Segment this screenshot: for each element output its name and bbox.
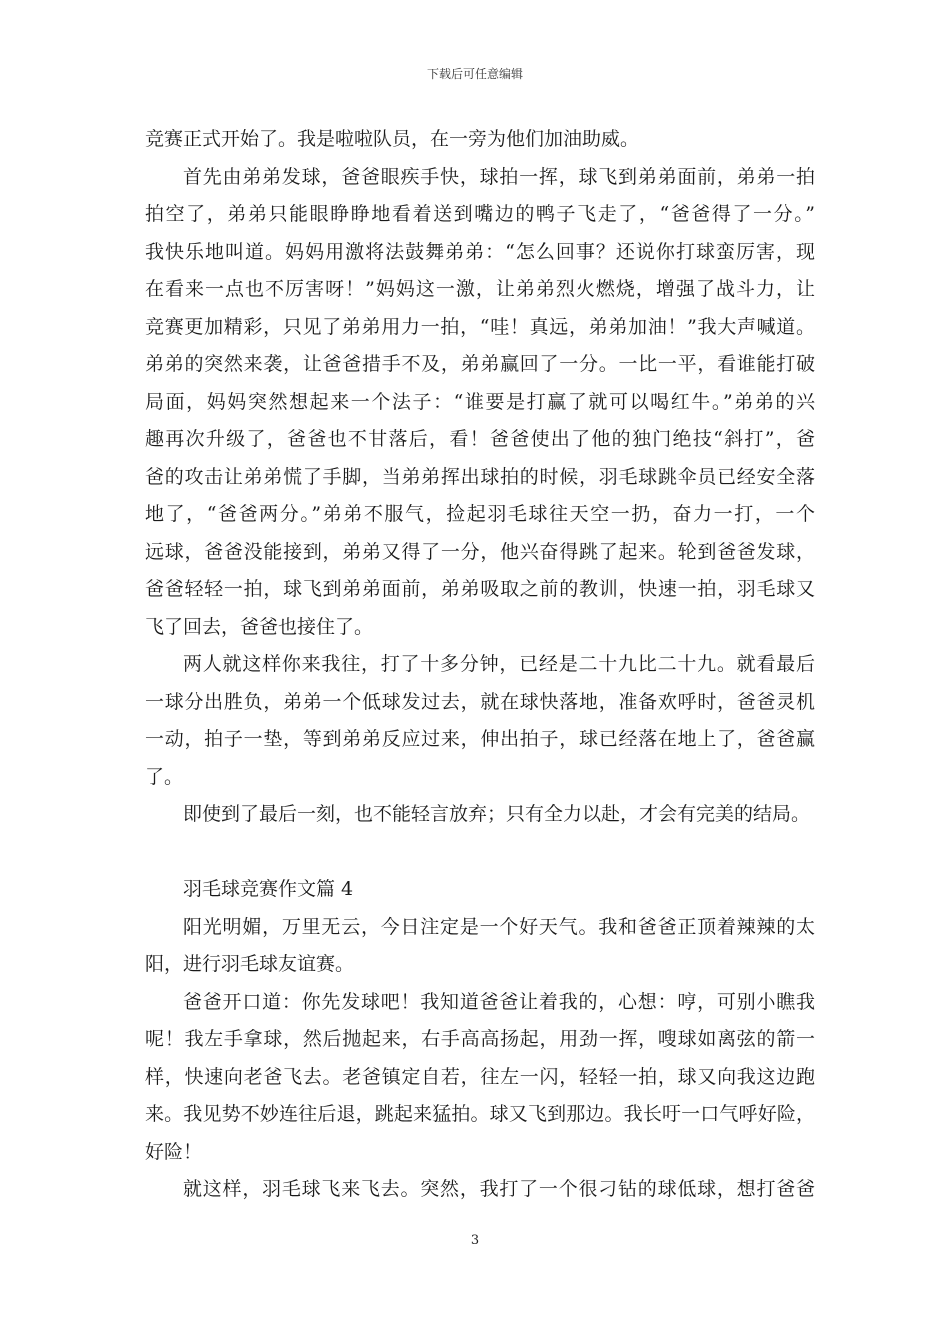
text-line: 了。 xyxy=(145,765,184,788)
text-line: 爸爸轻轻一拍，球飞到弟弟面前，弟弟吸取之前的教训，快速一拍，羽毛球又 xyxy=(145,578,815,600)
text-line: 来。我见势不妙连往后退，跳起来猛拍。球又飞到那边。我长吁一口气呼好险， xyxy=(145,1103,815,1125)
text-line: 好险！ xyxy=(145,1140,203,1163)
text-line: 局面，妈妈突然想起来一个法子：“谁要是打赢了就可以喝红牛。”弟弟的兴 xyxy=(145,390,815,413)
text-line: 远球，爸爸没能接到，弟弟又得了一分，他兴奋得跳了起来。轮到爸爸发球， xyxy=(145,540,815,563)
page-number: 3 xyxy=(470,1233,480,1248)
text-line: 样，快速向老爸飞去。老爸镇定自若，往左一闪，轻轻一拍，球又向我这边跑 xyxy=(145,1065,815,1088)
text-line: 阳，进行羽毛球友谊赛。 xyxy=(145,953,355,975)
text-line: 飞了回去，爸爸也接住了。 xyxy=(145,615,374,638)
text-line: 地了，“爸爸两分。”弟弟不服气，捡起羽毛球往天空一扔，奋力一打，一个 xyxy=(145,503,815,525)
blank-line xyxy=(145,834,815,872)
text-line: 拍空了，弟弟只能眼睁睁地看着送到嘴边的鸭子飞走了，“爸爸得了一分。” xyxy=(145,203,815,225)
text-line: 就这样，羽毛球飞来飞去。突然，我打了一个很刁钻的球低球，想打爸爸 xyxy=(183,1178,815,1200)
text-line: 在看来一点也不厉害呀！”妈妈这一激，让弟弟烈火燃烧，增强了战斗力，让 xyxy=(145,278,815,300)
text-line: 两人就这样你来我往，打了十多分钟，已经是二十九比二十九。就看最后 xyxy=(183,653,815,675)
text-line: 竞赛更加精彩，只见了弟弟用力一拍，“哇！真远，弟弟加油！”我大声喊道。 xyxy=(145,315,815,338)
text-line: 我快乐地叫道。妈妈用激将法鼓舞弟弟：“怎么回事？还说你打球蛮厉害，现 xyxy=(145,240,815,263)
text-line: 阳光明媚，万里无云，今日注定是一个好天气。我和爸爸正顶着辣辣的太 xyxy=(183,915,815,938)
text-line: 弟弟的突然来袭，让爸爸措手不及，弟弟赢回了一分。一比一平，看谁能打破 xyxy=(145,353,815,375)
text-line: 即使到了最后一刻，也不能轻言放弃；只有全力以赴，才会有完美的结局。 xyxy=(183,803,811,825)
text-line: 一动，拍子一垫，等到弟弟反应过来，伸出拍子，球已经落在地上了，爸爸赢 xyxy=(145,728,815,750)
text-line: 呢！我左手拿球，然后抛起来，右手高高扬起，用劲一挥，嗖球如离弦的箭一 xyxy=(145,1028,815,1050)
text-line: 一球分出胜负，弟弟一个低球发过去，就在球快落地，准备欢呼时，爸爸灵机 xyxy=(145,690,815,713)
text-line: 羽毛球竞赛作文篇 4 xyxy=(183,878,354,900)
text-line: 首先由弟弟发球，爸爸眼疾手快，球拍一挥，球飞到弟弟面前，弟弟一拍 xyxy=(183,165,815,188)
text-line: 趣再次升级了，爸爸也不甘落后，看！爸爸使出了他的独门绝技“斜打”，爸 xyxy=(145,428,815,450)
text-line: 竞赛正式开始了。我是啦啦队员，在一旁为他们加油助威。 xyxy=(145,128,640,150)
document-body xyxy=(145,121,815,1209)
page-header: 下载后可任意编辑 xyxy=(426,67,523,81)
text-line: 爸爸开口道：你先发球吧！我知道爸爸让着我的，心想：哼，可别小瞧我 xyxy=(183,990,815,1013)
text-line: 爸的攻击让弟弟慌了手脚，当弟弟挥出球拍的时候，羽毛球跳伞员已经安全落 xyxy=(145,465,815,488)
